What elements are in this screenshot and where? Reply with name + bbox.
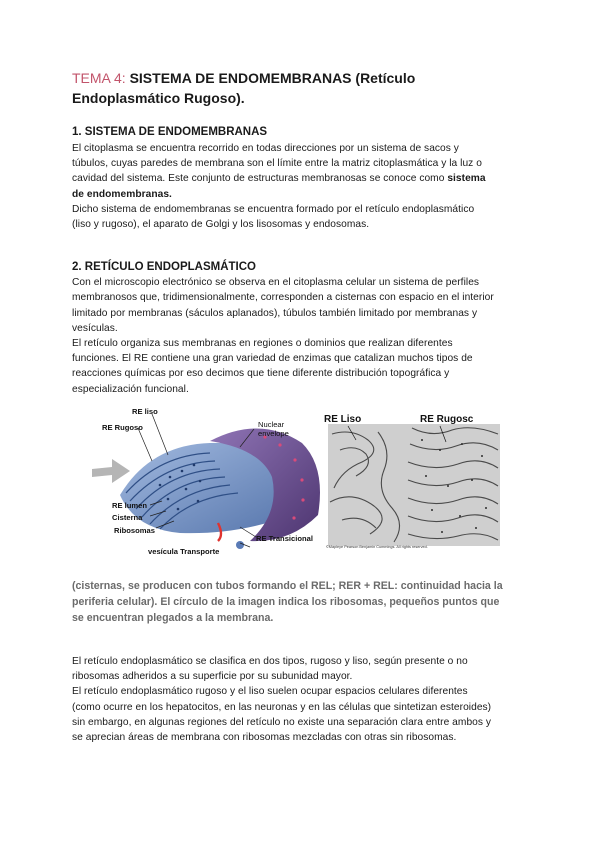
section-3 [72,654,542,745]
gray-arrow-icon [92,459,130,483]
label-re-liso: RE liso [132,407,158,416]
figure-caption [72,578,542,626]
text-line: El retículo endoplasmático rugoso y el liso suelen ocupar espacios celulares diferentes [72,686,468,698]
label-re-lumen: RE lumen [112,501,148,510]
document-page [72,68,532,397]
text-line: ribosomas adheridos a su superficie por su subunidad mayor. [72,671,353,683]
label-re-rugoso-micro: RE Rugosc [420,414,474,425]
label-ribosomas: Ribosomas [114,526,155,535]
image-credit: ©Mapleye Pearson Benjamin Cummings. All rights reserved. [326,545,428,549]
text-line: sin embargo, en algunas regiones del retículo no existe una separación clara entre ambos y [72,716,492,728]
label-re-liso-micro: RE Liso [324,414,362,425]
er-3d-diagram [90,405,330,557]
text-line: limitado por membranas (sáculos aplanados), túbulos también limitado por membranas y [72,307,478,319]
section-2-paragraph-1 [72,275,532,397]
caption-line: se encuentran plegados a la membrana. [72,612,274,624]
title-prefix: TEMA 4: [72,70,126,86]
text-line: El retículo organiza sus membranas en regiones o dominios que realizan diferentes [72,338,453,350]
text-line: membranosos que, tridimensionalmente, corresponden a cisternas con espacio en el interior [72,292,494,304]
text-line: funciones. El RE contiene una gran variedad de enzimas que catalizan muchos tipos de [72,353,473,365]
text-line: Con el microscopio electrónico se observa en el citoplasma celular un sistema de perfiles [72,277,480,289]
text-line: El retículo endoplasmático se clasifica en dos tipos, rugoso y liso, según presente o no [72,656,468,667]
text-line: cavidad del sistema. Este conjunto de estructuras membranosas se conoce como [72,173,445,185]
transport-vesicle [236,541,244,549]
text-line: túbulos, cuyas paredes de membrana son el límite entre la matriz citoplasmática y la luz o [72,158,482,170]
caption-line: periferia celular). El círculo de la imagen indica los ribosomas, pequeños puntos que [72,596,500,608]
title-line-1: SISTEMA DE ENDOMEMBRANAS (Retículo [129,70,416,86]
label-nuclear-2: envelope [258,429,289,438]
text-line: (liso y rugoso), el aparato de Golgi y los lisosomas y endosomas. [72,219,370,231]
text-line: El citoplasma se encuentra recorrido en todas direcciones por un sistema de sacos y [72,143,459,154]
section-2-heading: 2. RETÍCULO ENDOPLASMÁTICO [72,261,257,274]
text-line: (como ocurre en los hepatocitos, en las neuronas y en las células que sintetizan esteroides) [72,701,492,713]
section-1-heading: 1. SISTEMA DE ENDOMEMBRANAS [72,126,268,138]
label-cisterna: Cisterna [112,513,143,522]
text-line: vesículas. [72,322,118,334]
label-nuclear-1: Nuclear [258,420,285,429]
text-line: especialización funcional. [72,383,189,395]
label-vesicula: vesícula Transporte [148,547,220,556]
page-title [72,68,532,108]
text-line: reacciones químicas por eso decimos que tiene diferente distribución topográfica y [72,368,450,380]
label-re-transicional: RE Transicional [256,534,313,543]
section-1-paragraph-1 [72,141,532,232]
text-line: se aprecian áreas de membrana con ribosomas mezcladas con otras sin ribosomas. [72,732,457,744]
caption-line: (cisternas, se producen con tubos formando el REL; RER + REL: continuidad hacia la [72,580,503,592]
title-line-2: Endoplasmático Rugoso). [72,90,245,106]
label-re-rugoso: RE Rugoso [102,423,143,432]
bold-term: de endomembranas. [72,188,172,200]
text-line: Dicho sistema de endomembranas se encuentra formado por el retículo endoplasmático [72,203,475,215]
bold-term: sistema [447,173,486,185]
er-micrograph [322,410,502,550]
